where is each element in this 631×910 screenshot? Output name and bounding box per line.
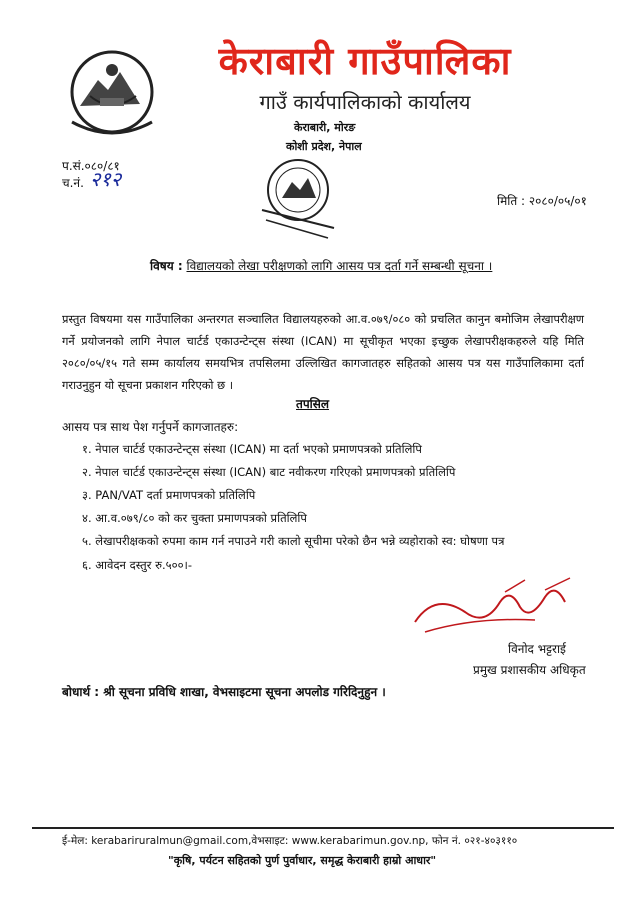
tapasil-heading: तपसिल (296, 397, 330, 411)
subject-text: विद्यालयको लेखा परीक्षणको लागि आसय पत्र दर्ता गर्ने सम्बन्धी सूचना । (186, 259, 493, 273)
chalani-number: २१२ (90, 167, 122, 191)
address-line-2: कोशी प्रदेश, नेपाल (286, 140, 362, 153)
document-item: १. नेपाल चार्टर्ड एकाउन्टेन्ट्स संस्था (ICAN) मा दर्ता भएको प्रमाणपत्रको प्रतिलिपि (82, 442, 422, 456)
office-title: केराबारी गाउँपालिका (218, 39, 512, 83)
document-item: ६. आवेदन दस्तुर रु.५००।- (82, 558, 193, 572)
signature-icon (405, 572, 585, 642)
document-item: २. नेपाल चार्टर्ड एकाउन्टेन्ट्स संस्था (ICAN) बाट नवीकरण गरिएको प्रमाणपत्रको प्रतिलिपि (82, 465, 456, 479)
footer-contact: ई-मेल: kerabariruralmun@gmail.com,वेभसाइट: www.kerabarimun.gov.np, फोन नं. ०२१-४०३११० (62, 835, 518, 847)
subject-label: विषय : (150, 259, 183, 273)
office-seal-icon (248, 150, 348, 248)
signatory-title: प्रमुख प्रशासकीय अधिकृत (473, 663, 586, 677)
office-subtitle: गाउँ कार्यपालिकाको कार्यालय (259, 90, 471, 114)
footer-divider (32, 827, 614, 829)
nepal-emblem-icon (60, 44, 170, 144)
document-item: ३. PAN/VAT दर्ता प्रमाणपत्रको प्रतिलिपि (82, 488, 256, 502)
body-paragraph: प्रस्तुत विषयमा यस गाउँपालिका अन्तरगत सञ्चालित विद्यालयहरुको आ.व.०७९/०८० को प्रचलित कानुन बमोजिम लेखापरीक्षण गर्ने प्रयोजनको लागि नेपाल चार्टर्ड एकाउन्टेन्ट्स संस्था (ICAN) मा सूचीकृत भएका इच्छुक लेखापरीक्षकहरुले यहि मिति २०८०/०५/१५ गते सम्म कार्यालय समयभित्र तपसिलमा उल्लिखित कागजातहरु सहितको आसय पत्र यस गाउँपालिकामा दर्ता गराउनुहुन यो सूचना प्रकाशन गरिएको छ । (62, 312, 584, 392)
document-item: ४. आ.व.०७९/८० को कर चुक्ता प्रमाणपत्रको प्रतिलिपि (82, 511, 307, 525)
letter-date: मिति : २०८०/०५/०१ (497, 194, 587, 208)
chalani-label: च.नं. (62, 176, 84, 190)
document-item: ५. लेखापरीक्षकको रुपमा काम गर्न नपाउने गरी कालो सूचीमा परेको छैन भन्ने व्यहोराको स्व: घोषणा पत्र (82, 534, 505, 548)
signatory-name: विनोद भट्टराई (508, 642, 566, 656)
address-line-1: केराबारी, मोरङ (294, 121, 356, 134)
documents-heading: आसय पत्र साथ पेश गर्नुपर्ने कागजातहरु: (62, 420, 239, 434)
subject-line (150, 257, 492, 274)
bodharth-note: बोधार्थ : श्री सूचना प्रविधि शाखा, वेभसाइटमा सूचना अपलोड गरिदिनुहुन । (62, 685, 386, 699)
footer-motto: "कृषि, पर्यटन सहितको पुर्ण पुर्वाधार, समृद्ध केराबारी हाम्रो आधार" (168, 854, 437, 867)
patra-sankhya: प.सं.०८०/८१ (62, 159, 120, 173)
